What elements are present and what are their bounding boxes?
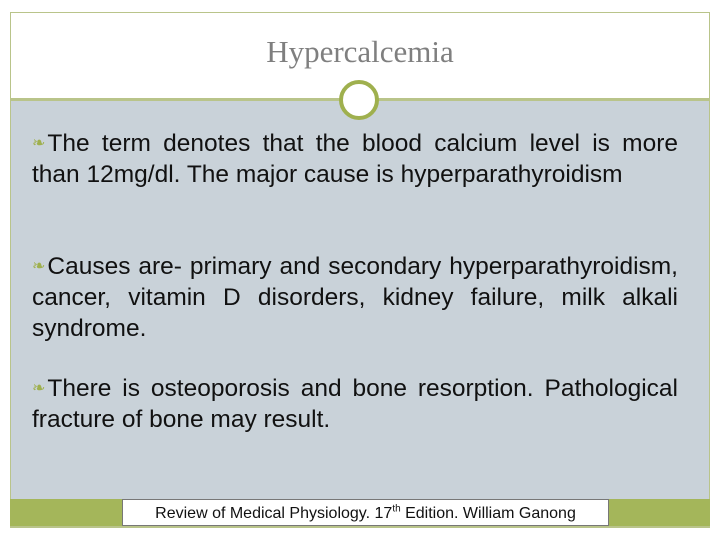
slide-title: Hypercalcemia [266,34,454,69]
leaf-bullet-icon: ❧ [32,380,46,397]
reference-superscript: th [392,503,401,515]
bottom-border [10,526,710,528]
bullet-text: Causes are- primary and secondary hyperparathyroidism, cancer, vitamin D disorders, kidney failure, milk alkali syndrome. [32,253,678,342]
reference-text: Review of Medical Physiology. 17 [155,505,393,522]
leaf-bullet-icon: ❧ [32,258,46,275]
circle-ornament-icon [339,80,379,120]
bullet-text: The term denotes that the blood calcium level is more than 12mg/dl. The major cause is hyperparathyroidism [32,130,678,188]
reference-box [122,499,609,526]
bullet-text: There is osteoporosis and bone resorption. Pathological fracture of bone may result. [32,375,678,433]
bullet-paragraph [32,128,678,190]
reference-text-end: Edition. William Ganong [400,505,576,522]
leaf-bullet-icon: ❧ [32,135,46,152]
bullet-paragraph [32,373,678,435]
bullet-paragraph [32,251,678,344]
